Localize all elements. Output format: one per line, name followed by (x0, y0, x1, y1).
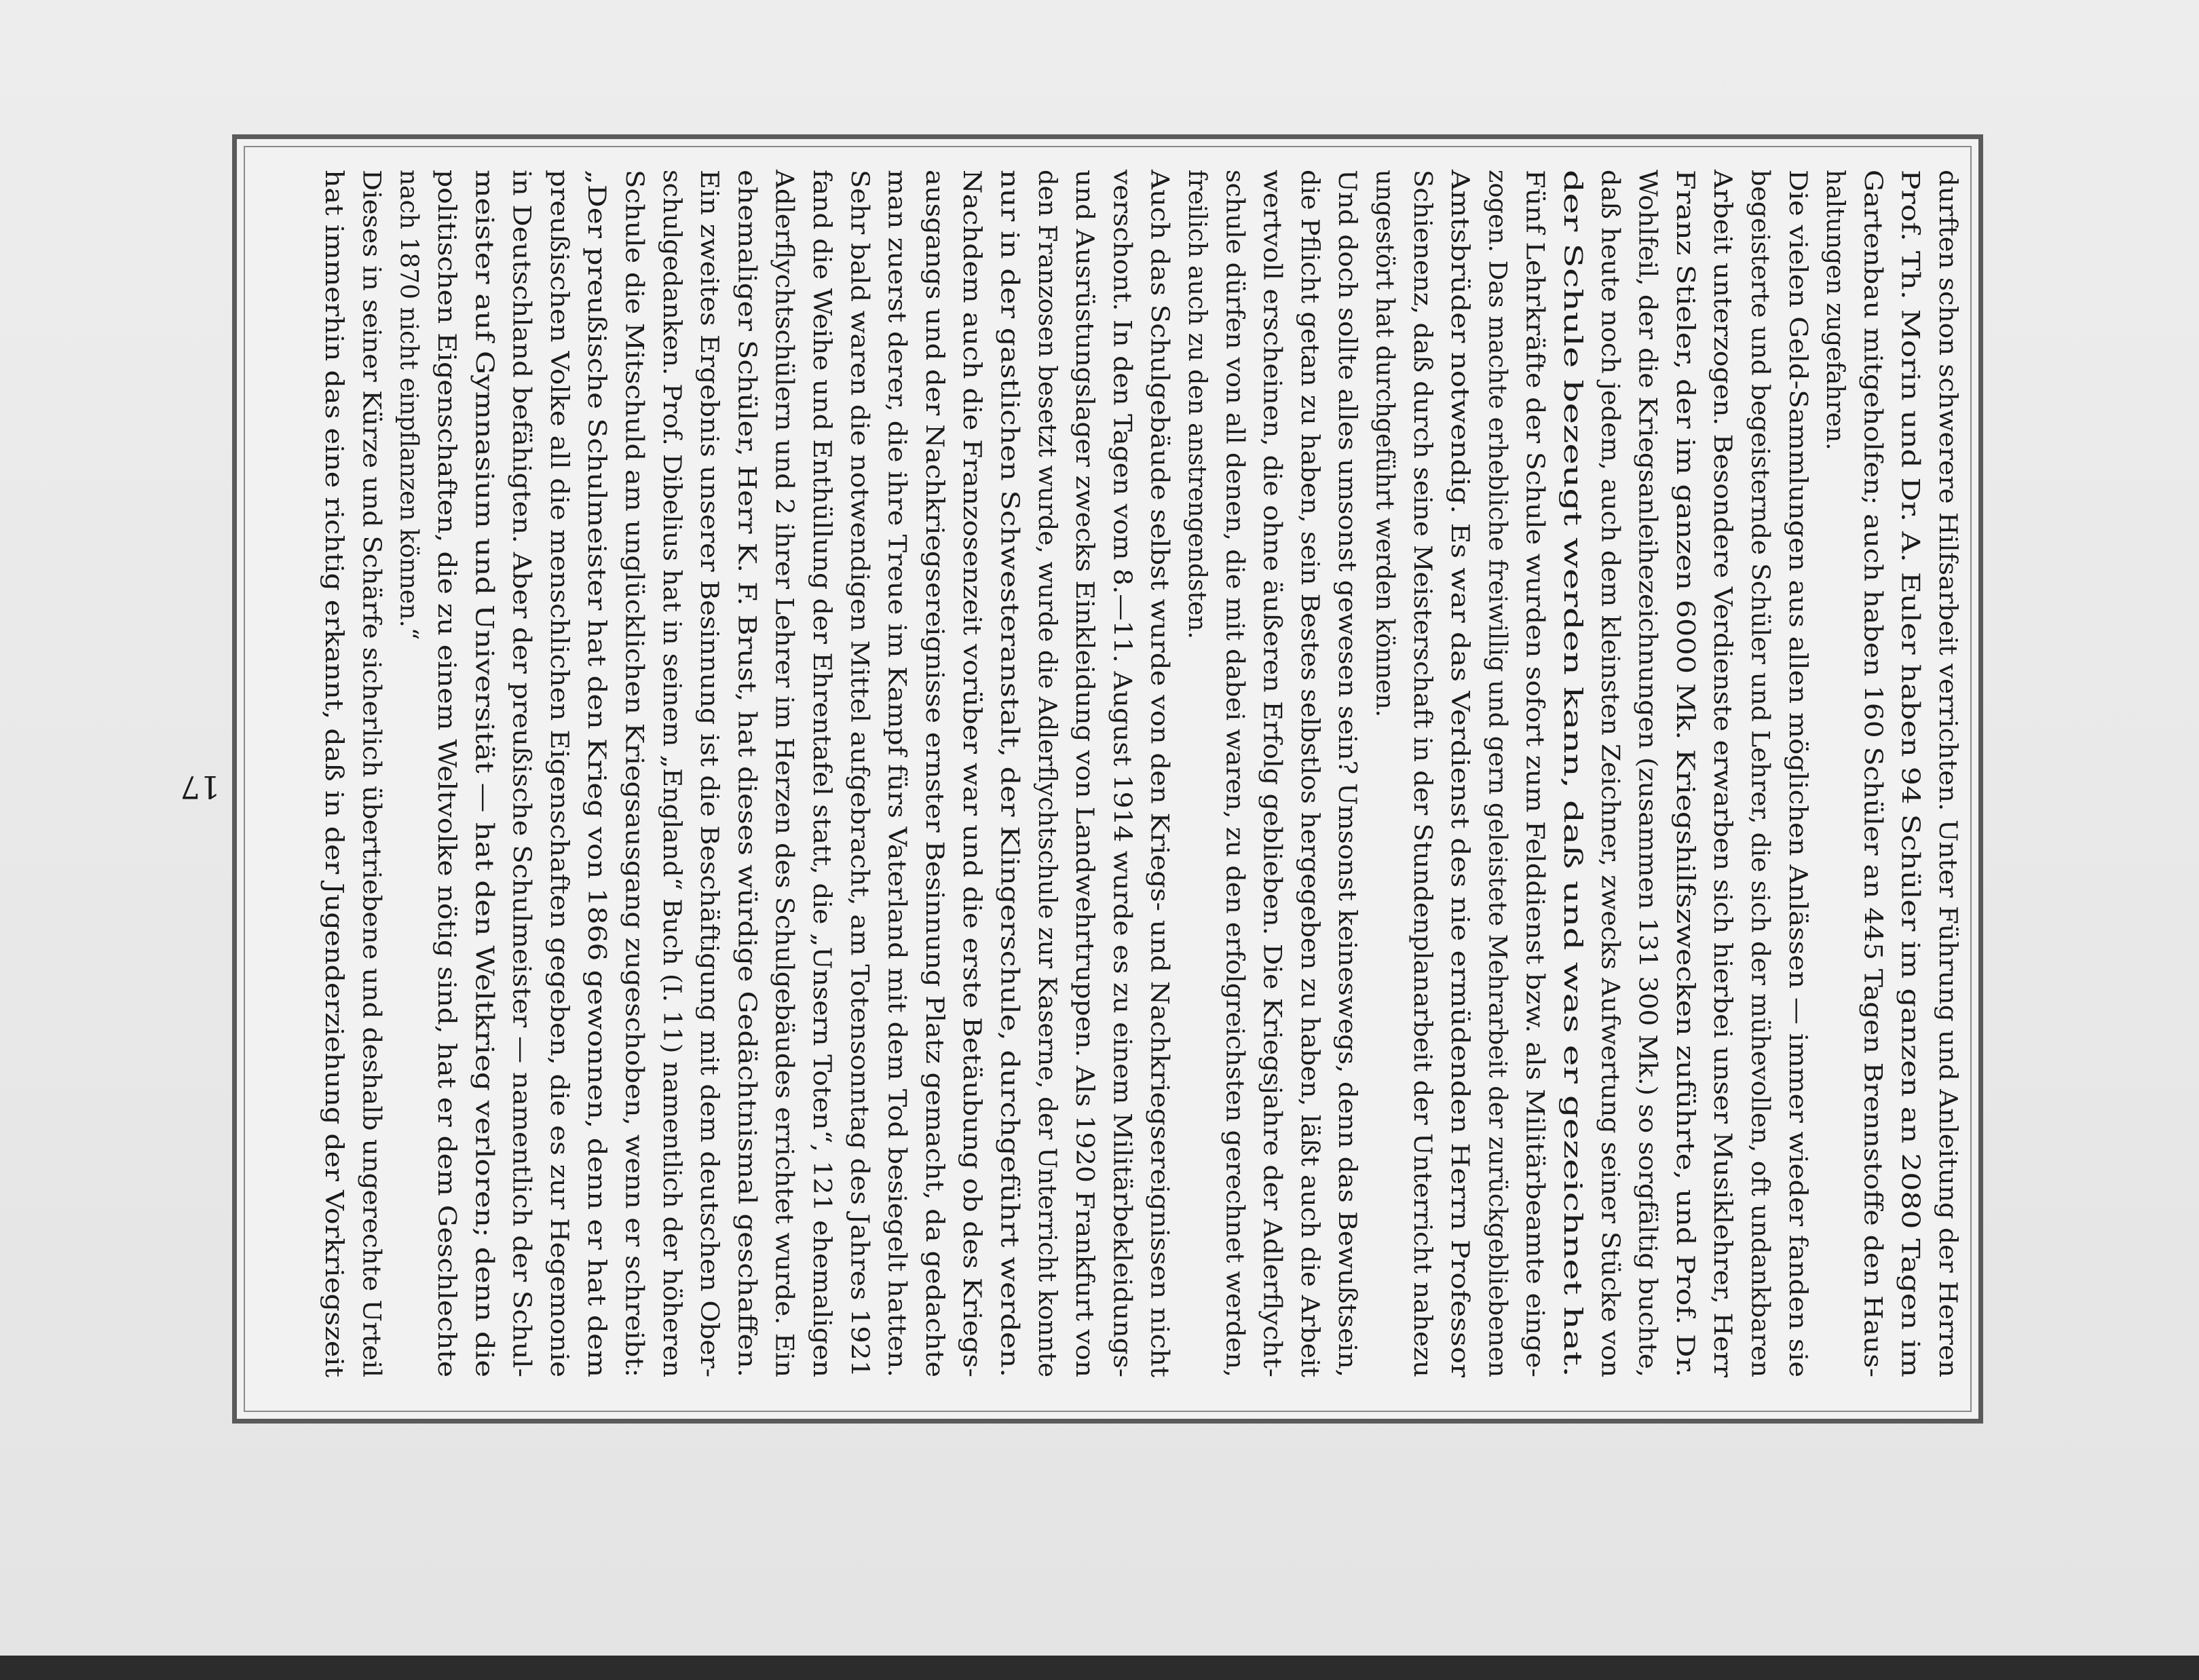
text-line: Schienenz, daß durch seine Meisterschaft in der Stundenplanarbeit der Unterricht nahezu (1408, 170, 1436, 1297)
text-line: ausgangs und der Nachkriegsereignisse ernster Besinnung Platz gemacht, da gedachte (920, 170, 948, 1257)
text-line: die Pflicht getan zu haben, sein Bestes selbstlos hergegeben zu haben, läßt auch die Arbeit (1295, 170, 1323, 1303)
text-line: man zuerst derer, die ihre Treue im Kampf fürs Vaterland mit dem Tod besiegelt hatten. (882, 170, 911, 1262)
text-line: hat immerhin das eine richtig erkannt, daß in der Jugenderziehung der Vorkriegszeit (320, 170, 348, 1225)
text-line: Und doch sollte alles umsonst gewesen sein? Umsonst keineswegs, denn das Bewußtsein, (1333, 170, 1361, 1285)
text-line: und Ausrüstungslager zwecks Einkleidung von Landwehrtruppen. Als 1920 Frankfurt von (1070, 170, 1099, 1284)
text-line: Auch das Schulgebäude selbst wurde von den Kriegs- und Nachkriegsereignissen nicht (1145, 170, 1173, 1254)
text-line: den Franzosen besetzt wurde, wurde die Adlerflychtschule zur Kaserne, der Unterricht konnte (1032, 170, 1061, 1347)
page-number: 17 (180, 769, 221, 805)
text-line: Wohlfeil, der die Kriegsanleihezeichnungen (zusammen 131 300 Mk.) so sorgfältig buchte, (1633, 170, 1661, 1296)
text-line: zogen. Das machte erhebliche freiwillig und gern geleistete Mehrarbeit der zurückgebliebenen (1483, 170, 1511, 1354)
text-line: Arbeit unterzogen. Besondere Verdienste erwarben sich hierbei unser Musiklehrer, Herr (1708, 170, 1737, 1272)
text-line: Gartenbau mitgeholfen; auch haben 160 Schüler an 445 Tagen Brennstoffe den Haus- (1858, 170, 1887, 1236)
text-line: in Deutschland befähigten. Aber der preußische Schulmeister — namentlich der Schul- (507, 170, 535, 1253)
text-line: begeisterte und begeisternde Schüler und Lehrer, die sich der mühevollen, oft undankbaren (1746, 170, 1774, 1316)
text-lines (320, 169, 1961, 1378)
text-line: Prof. Th. Morin und Dr. A. Euler haben 94 Schüler im ganzen an 2080 Tagen im (1896, 170, 1924, 1158)
text-line: Adlerflychtschülern und 2 ihrer Lehrer im Herzen des Schulgebäudes errichtet wurde. Ein (770, 170, 798, 1297)
text-line: fand die Weihe und Enthüllung der Ehrentafel statt, die „Unsern Toten“, 121 ehemaligen (808, 170, 835, 1274)
text-line: schulgedanken. Prof. Dibelius hat in seinem „England“ Buch (I. 11) namentlich der höheren (657, 170, 685, 1311)
text-line: haltungen zugefahren. (1821, 170, 1849, 451)
text-line: durften schon schwerere Hilfsarbeit verrichten. Unter Führung und Anleitung der Herren (1934, 170, 1961, 1288)
text-line: Schule die Mitschuld am unglücklichen Kriegsausgang zugeschoben, wenn er schreibt: (620, 170, 648, 1254)
text-line: verschont. In den Tagen vom 8.—11. August 1914 wurde es zu einem Militärbekleidungs- (1108, 170, 1136, 1279)
text-line: preußischen Volke all die menschlichen Eigenschaften gegeben, die es zur Hegemonie (544, 170, 573, 1245)
text-line: Amtsbrüder notwendig. Es war das Verdienst des nie ermüdenden Herrn Professor (1446, 170, 1474, 1202)
text-line: meister auf Gymnasium und Universität — hat den Weltkrieg verloren; denn die (470, 170, 498, 1162)
text-line: Nachdem auch die Franzosenzeit vorüber war und die erste Betäubung ob des Kriegs- (958, 170, 986, 1243)
text-line: Dieses in seiner Kürze und Schärfe sicherlich übertriebene und deshalb ungerechte Urteil (357, 170, 386, 1292)
text-line: ehemaliger Schüler, Herr K. F. Brust, hat dieses würdige Gedächtnismal geschaffen. (732, 170, 761, 1216)
text-line: der Schule bezeugt werden kann, daß und was er gezeichnet hat. (1558, 170, 1586, 984)
text-line: ungestört hat durchgeführt werden können. (1370, 170, 1399, 718)
text-line: politischen Eigenschaften, die zu einem Weltvolke nötig sind, hat er dem Geschlechte (432, 170, 460, 1234)
text-line: freilich auch zu den anstrengendsten. (1183, 170, 1211, 639)
text-line: Fünf Lehrkräfte der Schule wurden sofort zum Felddienst bzw. als Militärbeamte einge- (1520, 170, 1549, 1261)
text-line: Franz Stieler, der im ganzen 6000 Mk. Kriegshilfszwecken zuführte, und Prof. Dr. (1670, 170, 1699, 1182)
text-line: Sehr bald waren die notwendigen Mittel aufgebracht, am Totensonntag des Jahres 1921 (845, 170, 873, 1265)
text-line: Die vielen Geld-Sammlungen aus allen möglichen Anlässen — immer wieder fanden sie (1783, 170, 1811, 1253)
text-line: schule dürfen von all denen, die mit dabei waren, zu den erfolgreichsten gerechnet werden, (1220, 170, 1249, 1313)
text-line: wertvoll erscheinen, die ohne äußeren Erfolg geblieben. Die Kriegsjahre der Adlerflycht- (1258, 170, 1286, 1273)
text-line: „Der preußische Schulmeister hat den Krieg von 1866 gewonnen, denn er hat dem (582, 170, 611, 1200)
text-line: nach 1870 nicht einpflanzen können.“ (394, 170, 423, 641)
text-line: Ein zweites Ergebnis unserer Besinnung ist die Beschäftigung mit dem deutschen Ober- (695, 170, 723, 1267)
text-line: nur in der gastlichen Schwesteranstalt, der Klingerschule, durchgeführt werden. (995, 170, 1023, 1177)
text-line: daß heute noch jedem, auch dem kleinsten Zeichner, zwecks Aufwertung seiner Stücke von (1596, 170, 1624, 1306)
